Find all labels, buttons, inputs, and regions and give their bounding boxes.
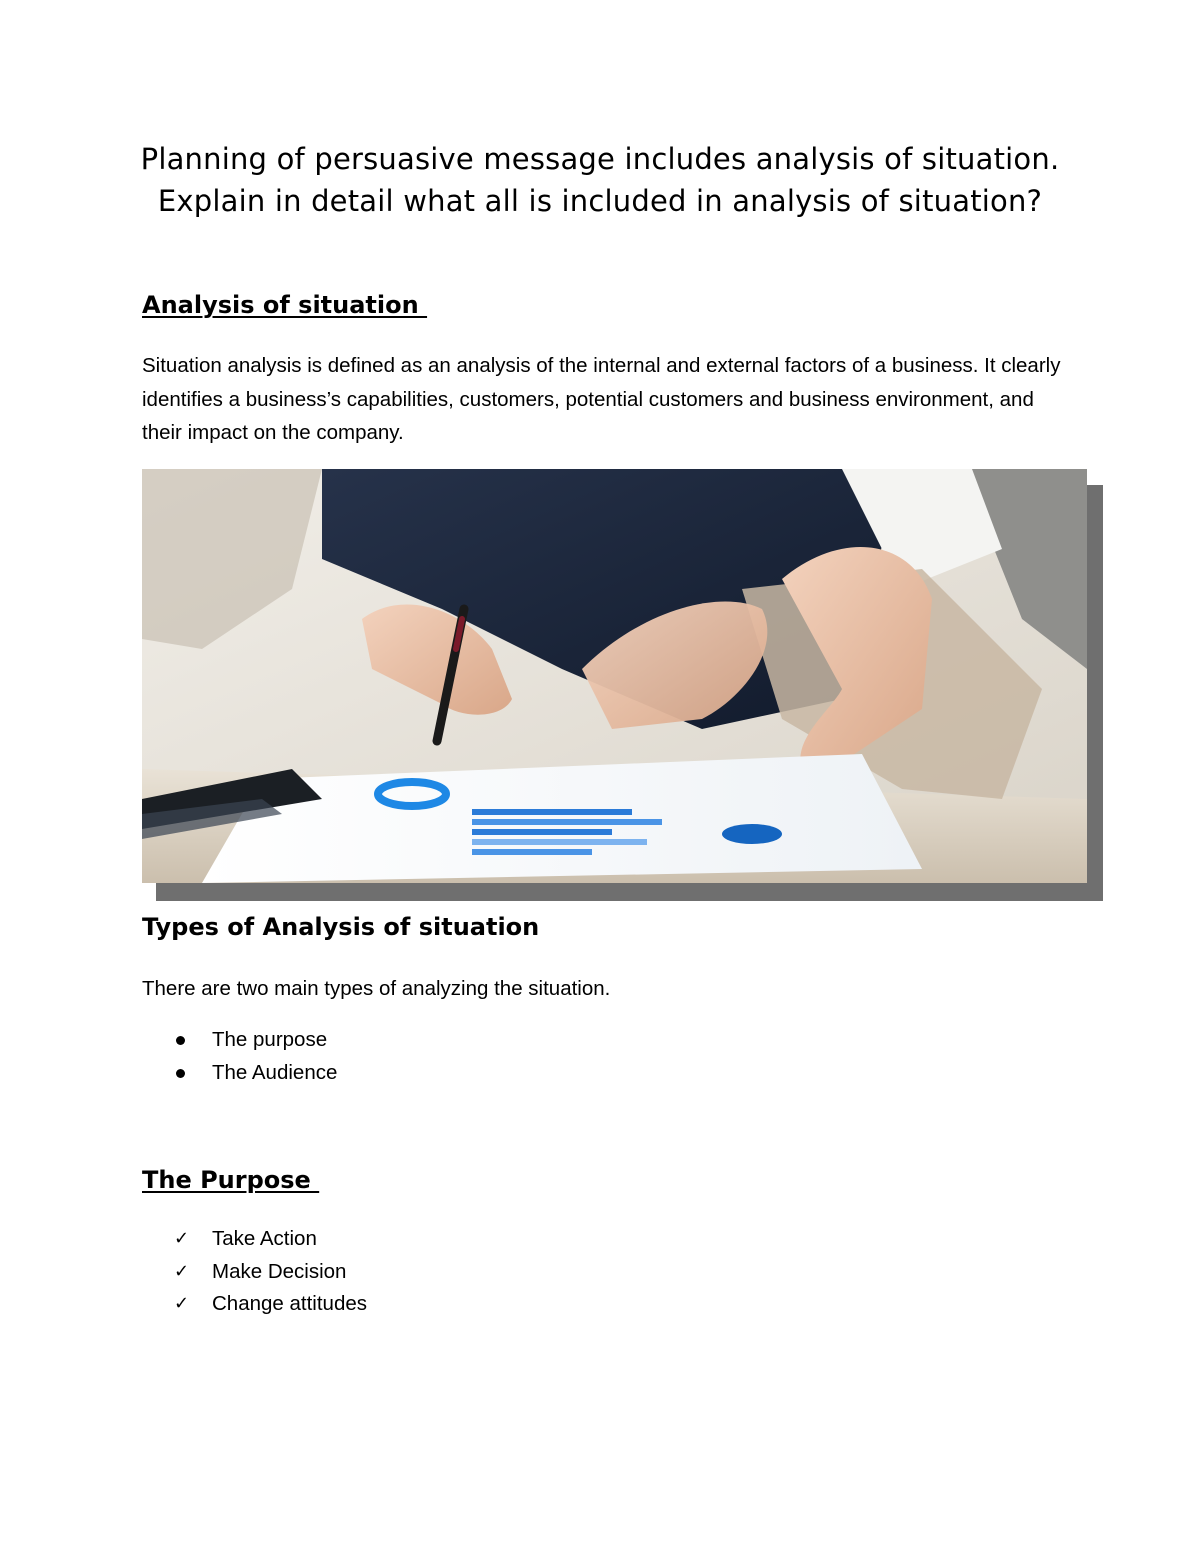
types-bullet-list (172, 1024, 337, 1089)
list-item-label: Take Action (212, 1227, 317, 1250)
business-meeting-photo (142, 469, 1087, 883)
list-item-label: The Audience (212, 1060, 338, 1084)
pie-chart-graphic (722, 824, 782, 844)
photo-illustration (142, 469, 1087, 883)
types-paragraph: There are two main types of analyzing the situation. (142, 977, 611, 1000)
checkmark-icon: ✓ (174, 1228, 190, 1249)
photo-frame (142, 469, 1087, 883)
list-item (172, 1288, 367, 1321)
bullet-icon (176, 1069, 185, 1078)
list-item (172, 1256, 367, 1289)
checkmark-icon: ✓ (174, 1260, 190, 1282)
purpose-heading: The Purpose (142, 1166, 320, 1194)
list-item (172, 1024, 337, 1057)
types-heading: Types of Analysis of situation (142, 913, 540, 941)
document-title: Planning of persuasive message includes analysis of situation. Explain in detail what all is included in analysis of situation? (140, 142, 1060, 218)
bullet-icon (176, 1036, 185, 1045)
analysis-heading: Analysis of situation (142, 291, 428, 319)
purpose-checklist (172, 1223, 367, 1321)
checkmark-icon: ✓ (174, 1293, 190, 1314)
list-item (172, 1057, 337, 1090)
analysis-paragraph: Situation analysis is defined as an analysis of the internal and external factors of a business. It clearly identifies a business’s capabilities, customers, potential customers and business environment, and their impact on the company. (142, 354, 1061, 444)
list-item (172, 1223, 367, 1256)
list-item-label: Make Decision (212, 1259, 347, 1283)
list-item-label: Change attitudes (212, 1292, 368, 1315)
list-item-label: The purpose (212, 1028, 328, 1051)
